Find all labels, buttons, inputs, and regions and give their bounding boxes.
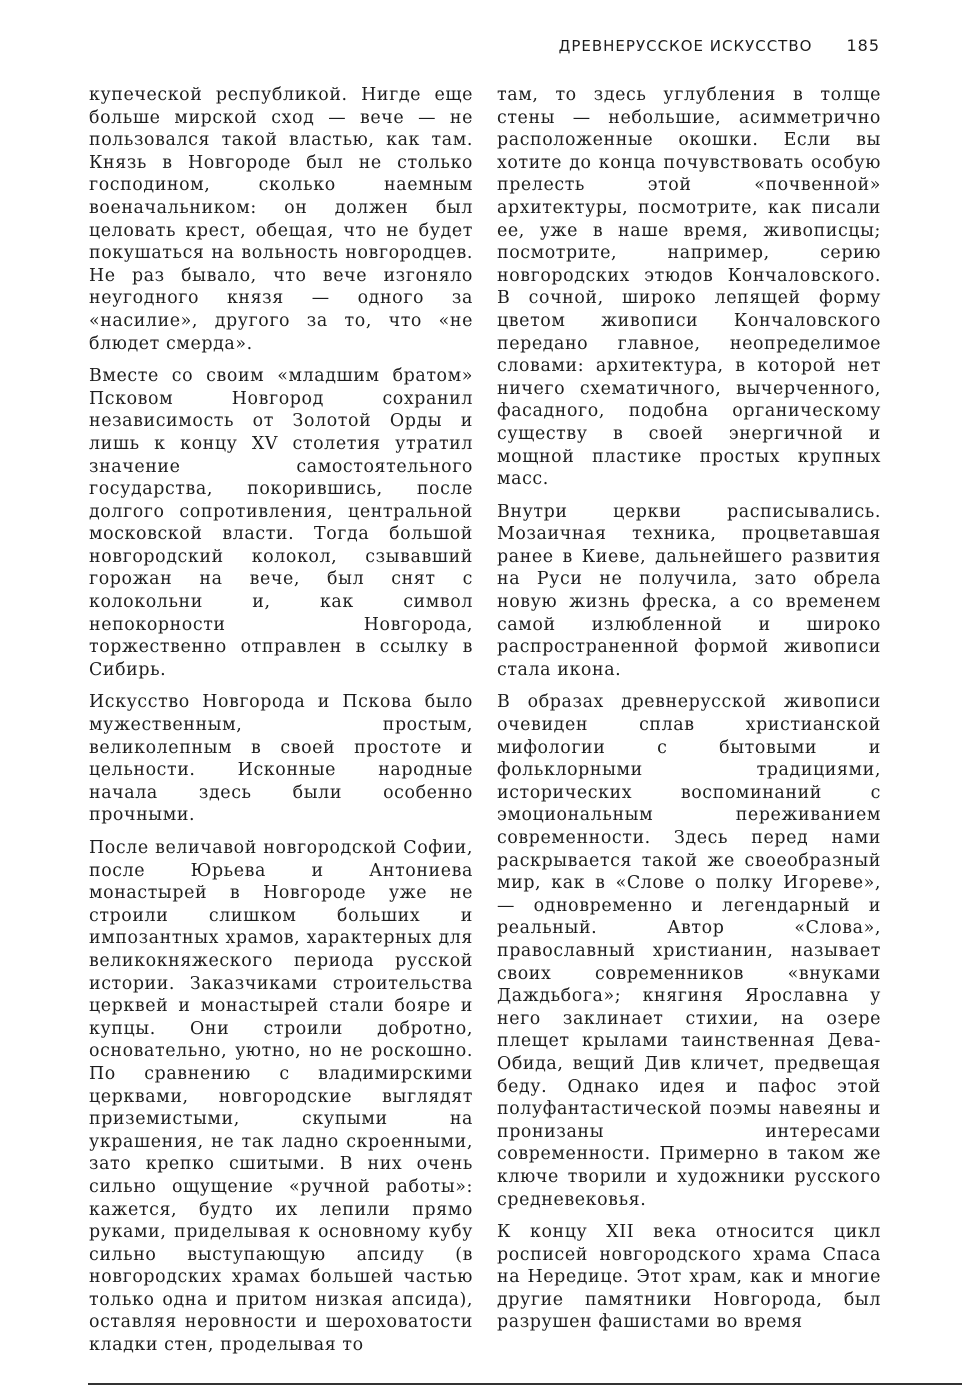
left-column bbox=[89, 84, 473, 1367]
page-header bbox=[559, 36, 880, 55]
paragraph: Искусство Новгорода и Пскова было мужественным, простым, великолепным в своей простоте и цельности. Исконные народные начала здесь были особенно прочными. bbox=[89, 692, 473, 826]
paragraph: После величавой новгородской Софии, после Юрьева и Антониева монастырей в Новгороде уже не строили слишком больших и импозантных храмов, характерных для великокняжеского периода русской истории. Заказчиками строительства церквей и монастырей стали бояре и купцы. Они строили добротно, основательно, уютно, но не роскошно. По сравнению с владимирскими церквами, новгородские выглядят приземистыми, скупыми на украшения, не так ладно скроенными, зато крепко сшитыми. В них очень сильно ощущение «ручной работы»: кажется, будто их лепили прямо руками, приделывая к основному кубу сильно выступающую апсиду (в новгородских храмах большей частью только одна и притом низкая апсида), оставляя неровности и шероховатости кладки стен, проделывая то bbox=[89, 838, 473, 1356]
bottom-edge-line bbox=[88, 1383, 962, 1385]
paragraph: Внутри церкви расписывались. Мозаичная техника, процветавшая ранее в Киеве, дальнейшего развития на Руси не получила, зато обрела новую жизнь фреска, а со временем самой излюбленной и широко распространенной формой живописи стала икона. bbox=[497, 501, 881, 680]
paragraph: К концу XII века относится цикл росписей новгородского храма Спаса на Нередице. Этот храм, как и многие другие памятники Новгорода, был разрушен фашистами во время bbox=[497, 1222, 881, 1333]
running-title: ДРЕВНЕРУССКОЕ ИСКУССТВО bbox=[558, 37, 813, 55]
page-number: 185 bbox=[846, 36, 880, 55]
paragraph: Вместе со своим «младшим братом» Псковом Новгород сохранил независимость от Золотой Орды и лишь к концу XV столетия утратил значение самостоятельного государства, покорившись, после долгого сопротивления, центральной московской власти. Тогда большой новгородский колокол, сзывавший горожан на вече, был снят с колокольни и, как символ непокорности Новгорода, торжественно отправлен в ссылку в Сибирь. bbox=[89, 366, 473, 680]
paragraph: В образах древнерусской живописи очевиден сплав христианской мифологии с бытовыми и фольклорными традициями, исторических воспоминаний с эмоциональным переживанием современности. Здесь перед нами раскрывается такой же своеобразный мир, как в «Слове о полку Игореве», — одновременно и легендарный и реальный. Автор «Слова», православный христианин, называет своих современников «внуками Даждьбога»; княгиня Ярославна у него заклинает стихии, на озере плещет крылами таинственная Дева-Обида, вещий Див кличет, предвещая беду. Однако идея и пафос этой полуфантастической поэмы навеяны и пронизаны интересами современности. Примерно в таком же ключе творили и художники русского средневековья. bbox=[497, 692, 881, 1210]
paragraph: купеческой республикой. Нигде еще больше мирской сход — вече — не пользовался такой властью, как там. Князь в Новгороде был не столько господином, сколько наемным военачальником: он должен был целовать крест, обещая, что не будет покушаться на вольность новгородцев. Не раз бывало, что вече изгоняло неугодного князя — одного за «насилие», другого за то, что «не блюдет смерда». bbox=[89, 85, 473, 354]
right-column bbox=[497, 84, 881, 1344]
paragraph: там, то здесь углубления в толще стены — небольшие, асимметрично расположенные окошки. Если вы хотите до конца почувствовать особую прелесть этой «почвенной» архитектуры, посмотрите, как писали ее, уже в наше время, живописцы; посмотрите, например, серию новгородских этюдов Кончаловского. В сочной, широко лепящей форму цветом живописи Кончаловского передано главное, неопределимое словами: архитектура, в которой нет ничего схематичного, вычерченного, фасадного, подобна органическому существу в своей энергичной и мощной пластике простых крупных масс. bbox=[497, 85, 881, 490]
